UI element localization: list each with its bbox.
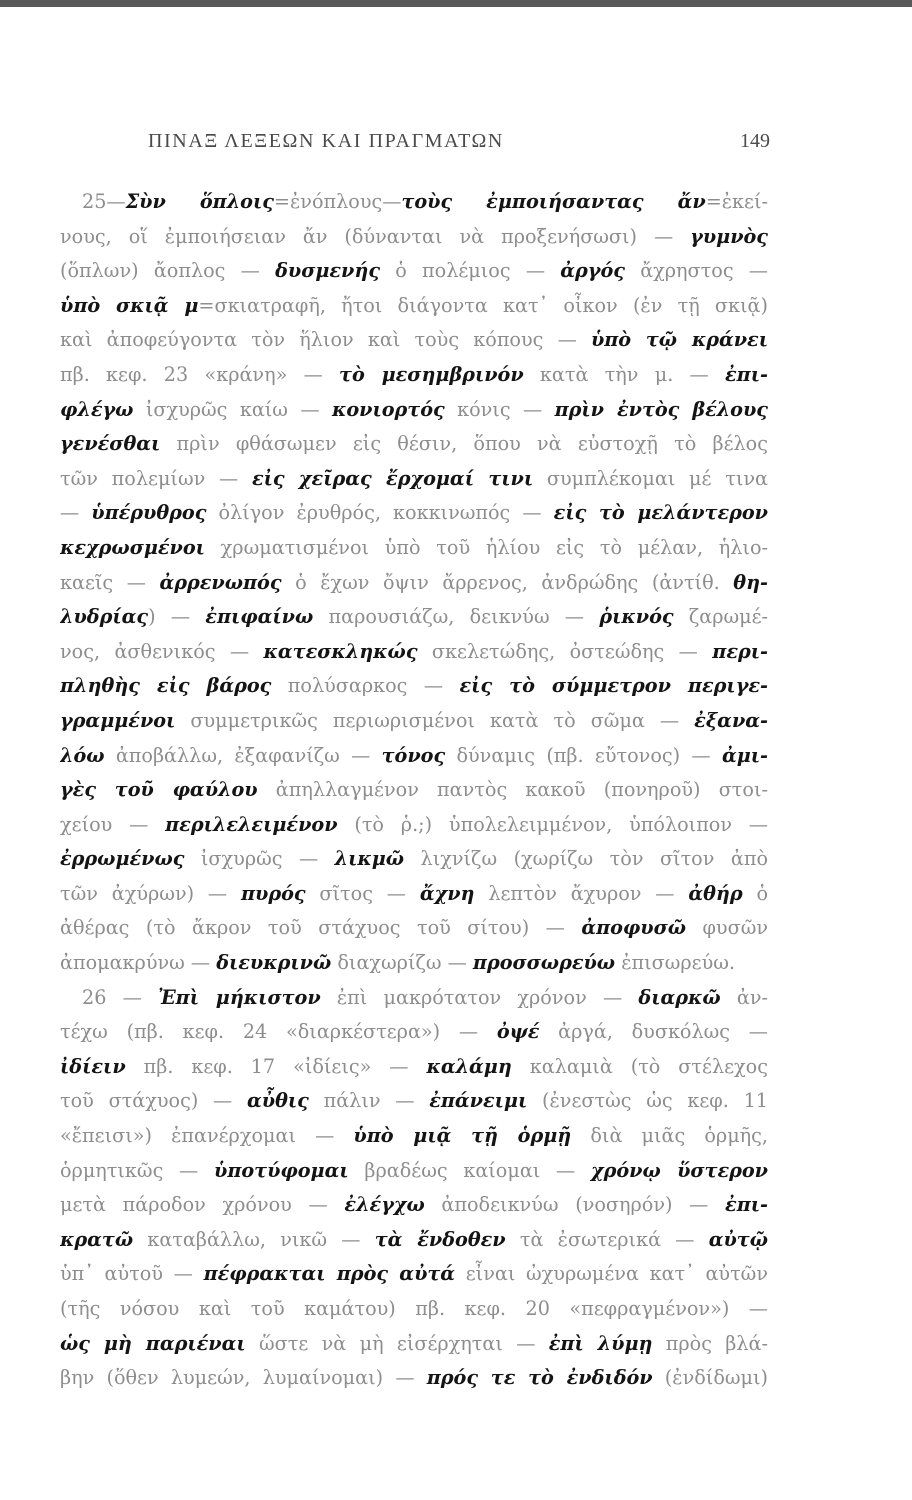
headword: θη- (733, 570, 768, 594)
text-line (60, 496, 768, 531)
headword: ῥικνός (599, 605, 674, 629)
headword: ἀθήρ (688, 881, 743, 905)
headword: τὸ μεσημβρινόν (339, 362, 524, 386)
headword: ἐξανα- (694, 708, 768, 732)
headword: πρὶν ἐντὸς βέλους (554, 397, 768, 421)
definition-text: ἀργά, δυσκόλως — (539, 1020, 768, 1044)
definition-text: ζαρωμέ- (673, 605, 768, 629)
text-line (60, 531, 768, 566)
headword: ἐπι- (725, 1193, 768, 1217)
headword: ἐπι- (725, 362, 768, 386)
headword: γραμμένοι (60, 708, 176, 732)
headword: χρόνῳ ὕστερον (591, 1158, 768, 1182)
definition-text: (ἐνδίδωμι) (652, 1366, 768, 1390)
text-line (60, 1050, 768, 1085)
definition-text: ὁ πολέμιος — (380, 259, 561, 283)
headword: λόω (60, 743, 105, 767)
definition-text: ἐπισωρεύω. (615, 951, 735, 975)
definition-text: λεπτὸν ἄχυρον — (474, 881, 689, 905)
definition-text: ἐπὶ μακρότατον χρόνον — (320, 985, 639, 1009)
headword: ἀποφυσῶ (581, 916, 687, 940)
definition-text: κατὰ τὴν μ. — (523, 362, 726, 386)
definition-text: διαχωρίζω — (331, 951, 473, 975)
definition-text: σῖτος — (305, 881, 420, 905)
headword: ἐπὶ λύμῃ (548, 1331, 653, 1355)
headword: ἐπιφαίνω (205, 605, 314, 629)
headword: γενέσθαι (60, 432, 161, 456)
definition-text: παρουσιάζω, δεικνύω — (313, 605, 600, 629)
definition-text: ὁ ἔχων ὄψιν ἄρρενος, ἀνδρώδης (ἀντίθ. (281, 570, 734, 594)
definition-text: συμμετρικῶς περιωρισμένοι κατὰ τὸ σῶμα — (175, 708, 695, 732)
definition-text: βην (ὅθεν λυμεών, λυμαίνομαι) — (60, 1366, 427, 1390)
headword: φλέγω (60, 397, 134, 421)
text-line (60, 669, 768, 704)
headword: ἐρρωμένως (60, 847, 185, 871)
definition-text: τοῦ στάχυος) — (60, 1089, 247, 1113)
text-line (60, 1154, 768, 1189)
headword: ἐλέγχω (344, 1193, 425, 1217)
definition-text: λιχνίζω (χωρίζω τὸν σῖτον ἀπὸ (404, 847, 768, 871)
text-line (60, 289, 768, 324)
headword: ὡς μὴ παριέναι (60, 1331, 246, 1355)
definition-text: =σκιατραφῆ, ἤτοι διάγοντα κατ᾽ οἶκον (ἐν τῇ σκιᾷ) (198, 293, 768, 317)
text-line (60, 946, 768, 981)
text-line (60, 877, 768, 912)
text-line (60, 185, 768, 220)
text-line (60, 427, 768, 462)
text-line (60, 462, 768, 497)
definition-text: καὶ ἀποφεύγοντα τὸν ἥλιον καὶ τοὺς κόπους — (60, 328, 591, 352)
definition-text: ἀποβάλλω, ἐξαφανίζω — (104, 743, 382, 767)
text-line (60, 220, 768, 255)
definition-text: πβ. κεφ. 23 «κράνη» — (60, 362, 340, 386)
headword: τόνος (381, 743, 446, 767)
text-line (60, 1223, 768, 1258)
headword: αὐτῷ (708, 1227, 768, 1251)
definition-text: =ἐνόπλους— (273, 190, 402, 213)
headword: Ἐπὶ μήκιστον (158, 985, 321, 1009)
definition-text: καεῖς — (60, 570, 160, 594)
headword: δυσμενής (275, 259, 381, 283)
definition-text: ὁρμητικῶς — (60, 1158, 214, 1182)
headword: καλάμη (426, 1054, 512, 1078)
definition-text: ἀθέρας (τὸ ἄκρον τοῦ στάχυος τοῦ σίτου) — (60, 916, 582, 940)
definition-text: σκελετώδης, ὀστεώδης — (417, 639, 713, 663)
headword: ἄχνη (419, 881, 475, 905)
definition-text: συμπλέκομαι μέ τινα (533, 466, 768, 490)
text-line (60, 1084, 768, 1119)
text-line (60, 739, 768, 774)
text-line (60, 323, 768, 358)
glossary-text-block (60, 185, 768, 1396)
headword: ἀργός (560, 259, 625, 283)
text-line (60, 1361, 768, 1396)
text-line (60, 635, 768, 670)
text-line (60, 773, 768, 808)
definition-text: πβ. κεφ. 17 «ἰδίεις» — (125, 1054, 427, 1078)
definition-text: διὰ μιᾶς ὁρμῆς, (571, 1124, 768, 1148)
definition-text: χείου — (60, 812, 166, 836)
definition-text: πρὶν φθάσωμεν εἰς θέσιν, ὅπου νὰ εὐστοχῇ τὸ βέλος (160, 432, 768, 456)
definition-text: — (60, 501, 92, 525)
headword: ὑπὸ τῷ κράνει (590, 328, 768, 352)
page-top-border (0, 0, 912, 7)
definition-text: δύναμις (πβ. εὔτονος) — (445, 743, 722, 767)
headword: πληθὴς εἰς βάρος (60, 674, 272, 698)
definition-text: μετὰ πάροδον χρόνου — (60, 1193, 345, 1217)
definition-text: ἀποδεικνύω (νοσηρόν) — (424, 1193, 726, 1217)
text-line (60, 1257, 768, 1292)
headword: ὑπέρυθρος (91, 501, 207, 525)
page-number: 149 (740, 130, 770, 152)
definition-text: νος, ἀσθενικός — (60, 639, 264, 663)
definition-text: ) — (148, 605, 206, 629)
headword: ἀρρενωπός (159, 570, 282, 594)
text-line (60, 1119, 768, 1154)
headword: περι- (712, 639, 768, 663)
definition-text: πολύσαρκος — (271, 674, 460, 698)
text-line (60, 1327, 768, 1362)
definition-text: 25— (82, 190, 126, 213)
headword: λικμῶ (334, 847, 405, 871)
definition-text: εἶναι ὠχυρωμένα κατ᾽ αὐτῶν (455, 1262, 768, 1286)
definition-text: 26 — (82, 985, 159, 1009)
definition-text: βραδέως καίομαι — (348, 1158, 591, 1182)
text-line (60, 808, 768, 843)
definition-text: «ἔπεισι») ἐπανέρχομαι — (60, 1124, 354, 1148)
headword: πέφρακται πρὸς αὐτά (203, 1262, 456, 1286)
headword: ἐπάνειμι (429, 1089, 528, 1113)
headword: εἰς τὸ μελάντερον (553, 501, 768, 525)
text-line (60, 1292, 768, 1327)
headword: γὲς τοῦ φαύλου (60, 778, 258, 802)
definition-text: φυσῶν (686, 916, 768, 940)
headword: γυμνὸς (690, 224, 768, 248)
definition-text: ἀν- (720, 985, 768, 1009)
headword: εἰς τὸ σύμμετρον περιγε- (459, 674, 768, 698)
headword: προσσωρεύω (472, 951, 616, 975)
headword: εἰς χεῖρας ἔρχομαί τινι (251, 466, 534, 490)
definition-text: (ἐνεστὼς ὡς κεφ. 11 (527, 1089, 768, 1113)
headword: ἀμι- (721, 743, 768, 767)
definition-text: καταβάλλω, νικῶ — (133, 1227, 375, 1251)
definition-text: τὰ ἐσωτερικά — (505, 1227, 709, 1251)
text-line (60, 911, 768, 946)
headword: κονιορτός (331, 397, 445, 421)
headword: διευκρινῶ (216, 951, 332, 975)
headword: πρός τε τὸ ἐνδιδόν (426, 1366, 653, 1390)
page-title: ΠΙΝΑΞ ΛΕΞΕΩΝ ΚΑΙ ΠΡΑΓΜΑΤΩΝ (148, 130, 504, 152)
text-line (60, 566, 768, 601)
text-line (60, 1188, 768, 1223)
headword: ὑποτύφομαι (214, 1158, 349, 1182)
headword: κατεσκληκώς (263, 639, 418, 663)
definition-text: ἰσχυρῶς — (184, 847, 335, 871)
text-line (60, 358, 768, 393)
definition-text: ὑπ᾽ αὐτοῦ — (60, 1262, 204, 1286)
headword: περιλελειμένον (165, 812, 338, 836)
headword: ἰδίειν (60, 1054, 126, 1078)
definition-text: τῶν πολεμίων — (60, 466, 252, 490)
headword: τοὺς ἐμποιήσαντας ἄν (401, 190, 706, 213)
definition-text: χρωματισμένοι ὑπὸ τοῦ ἡλίου εἰς τὸ μέλαν, ἡλιο- (204, 535, 768, 559)
definition-text: κόνις — (444, 397, 555, 421)
definition-text: ἰσχυρῶς καίω — (133, 397, 332, 421)
headword: Σὺν ὅπλοις (125, 190, 274, 213)
headword: αὖθις (247, 1089, 309, 1113)
text-line (60, 981, 768, 1016)
text-line (60, 254, 768, 289)
headword: λυδρίας (60, 605, 149, 629)
definition-text: (ὅπλων) ἄοπλος — (60, 259, 276, 283)
definition-text: ἀπηλλαγμένον παντὸς κακοῦ (πονηροῦ) στοι- (257, 778, 768, 802)
definition-text: πάλιν — (308, 1089, 430, 1113)
text-line (60, 704, 768, 739)
headword: ὀψέ (496, 1020, 540, 1044)
definition-text: νους, οἵ ἐμποιήσειαν ἄν (δύνανται νὰ προξενήσωσι) — (60, 224, 691, 248)
definition-text: =ἐκεί- (705, 190, 768, 213)
definition-text: πρὸς βλά- (652, 1331, 768, 1355)
text-line (60, 600, 768, 635)
headword: διαρκῶ (638, 985, 721, 1009)
running-header (148, 130, 770, 162)
text-line (60, 1015, 768, 1050)
headword: πυρός (240, 881, 306, 905)
definition-text: ὁ (742, 881, 768, 905)
definition-text: (τὸ ῥ.;) ὑπολελειμμένον, ὑπόλοιπον — (337, 812, 768, 836)
headword: τὰ ἔνδοθεν (374, 1227, 506, 1251)
headword: κεχρωσμένοι (60, 535, 205, 559)
headword: ὑπὸ σκιᾷ μ (60, 293, 199, 317)
definition-text: ὀλίγον ἐρυθρός, κοκκινωπός — (206, 501, 554, 525)
headword: ὑπὸ μιᾷ τῇ ὁρμῇ (353, 1124, 572, 1148)
definition-text: καλαμιὰ (τὸ στέλεχος (511, 1054, 768, 1078)
definition-text: τέχω (πβ. κεφ. 24 «διαρκέστερα») — (60, 1020, 497, 1044)
definition-text: ἀπομακρύνω — (60, 951, 217, 975)
definition-text: (τῆς νόσου καὶ τοῦ καμάτου) πβ. κεφ. 20 «πεφραγμένον») — (60, 1297, 768, 1320)
headword: κρατῶ (60, 1227, 134, 1251)
text-line (60, 393, 768, 428)
definition-text: ἄχρηστος — (624, 259, 768, 283)
definition-text: τῶν ἀχύρων) — (60, 881, 241, 905)
text-line (60, 842, 768, 877)
definition-text: ὥστε νὰ μὴ εἰσέρχηται — (245, 1331, 549, 1355)
